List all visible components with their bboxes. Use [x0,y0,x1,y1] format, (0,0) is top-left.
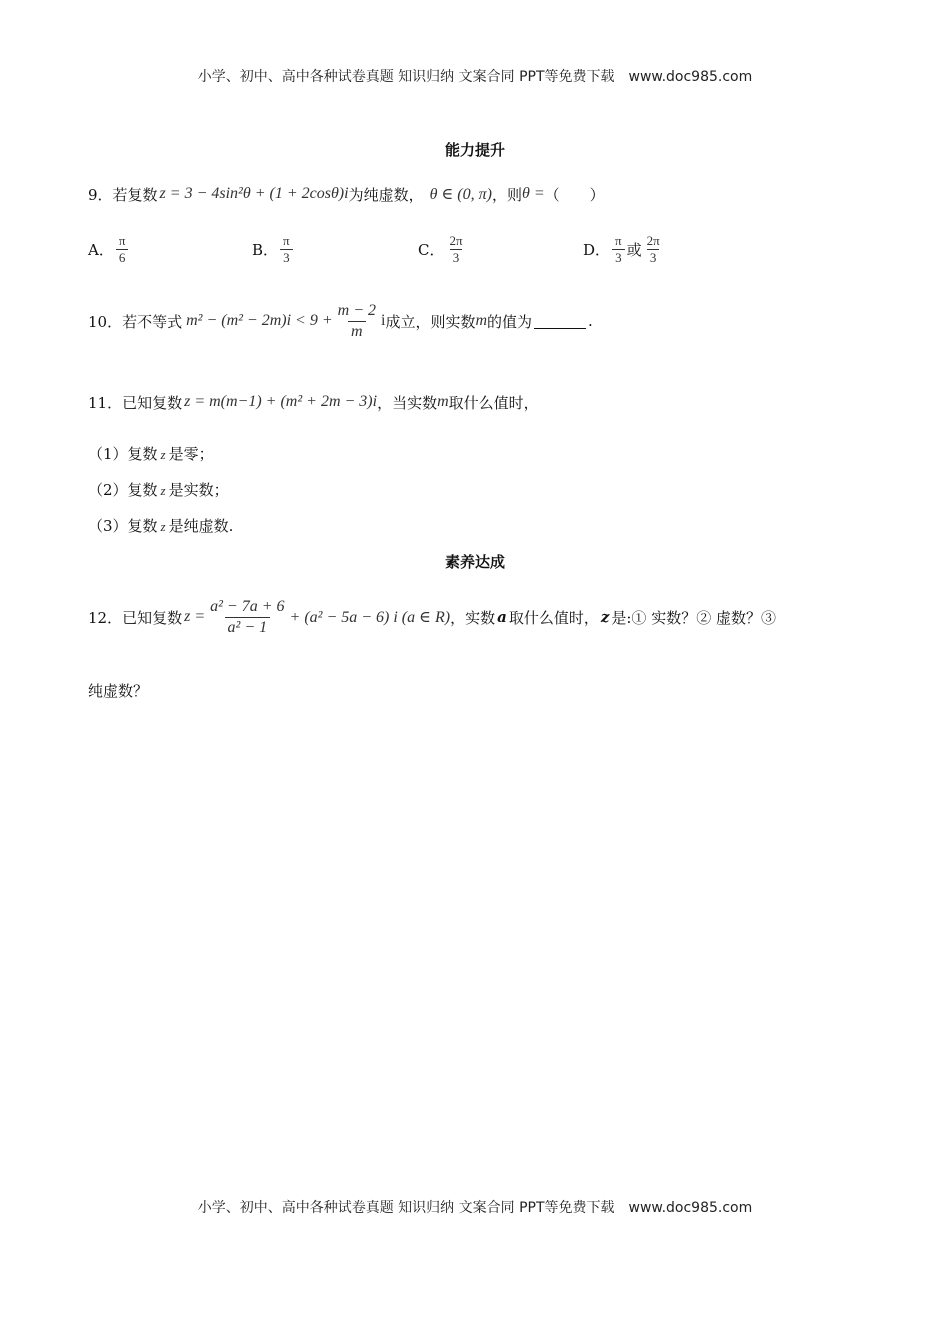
q10-end: . [588,312,593,330]
option-label: B． [252,241,279,260]
q11-var: m [437,393,449,410]
q10-formula-right: i [381,312,386,329]
q9-domain: θ ∈ (0, π) [429,186,492,203]
q9-then: ，则 [491,185,522,204]
question-10 [88,298,593,344]
q11-part-2: （2）复数 z 是实数； [88,481,229,499]
q12-var: a [497,608,507,626]
q10-formula-left: m² − (m² − 2m)i < 9 + [186,312,333,329]
q10-tail: 成立，则实数 [385,312,476,331]
q11-tail2: 取什么值时， [448,393,539,412]
page-header [0,66,950,86]
page-footer [0,1197,950,1217]
option-label: C． [418,241,445,260]
footer-site-link[interactable]: www.doc985.com [628,1200,753,1216]
q9-option-d[interactable] [583,234,665,266]
q11-part-3: （3）复数 z 是纯虚数. [88,517,234,535]
q9-answer-paren: （ ） [544,185,605,204]
header-site-link[interactable]: www.doc985.com [628,69,753,85]
q12-tail: ，实数 [450,608,496,627]
q12-line-2: 纯虚数？ [88,682,149,700]
q10-answer-blank[interactable] [534,314,586,329]
option-fraction-2: $\frac{2\pi}{3}$ [646,233,660,266]
question-12 [88,586,776,648]
q11-part-1: （1）复数 z 是零； [88,445,214,463]
option-fraction: $\frac{2\pi}{3}$ [449,233,463,266]
q12-tail2: 取什么值时， [508,608,599,627]
q10-fraction: $\frac{m - 2}{m}$ [337,301,376,340]
q9-option-a[interactable] [88,234,130,266]
option-label: D． [583,241,611,260]
footer-text: 小学、初中、高中各种试卷真题 知识归纳 文案合同 PPT等免费下载 [197,1200,615,1216]
q11-number: 11．已知复数 [88,393,183,412]
q12-fraction: $\frac{\text{a² − 7a + 6}}{\text{a² − 1}}$ [210,597,285,636]
q9-option-b[interactable] [252,234,295,266]
q11-formula: z = m(m−1) + (m² + 2m − 3)i [184,393,378,410]
q12-tail3: 是:① 实数？② 虚数？③ [611,608,776,627]
q12-formula-right: + (a² − 5a − 6) i (a ∈ R) [289,609,451,626]
option-fraction: $\frac{\pi}{3}$ [280,234,293,266]
q12-z-eq: z = [184,608,206,625]
q12-zvar: z [600,608,610,626]
option-or: 或 [626,241,642,260]
q9-option-c[interactable] [418,234,468,266]
section-title-literacy: 素养达成 [444,553,505,571]
option-fraction: $\frac{\pi}{3}$ [612,234,625,266]
option-label: A． [88,241,114,260]
q10-tail2: 的值为 [487,312,533,331]
q9-number: 9．若复数 [88,185,158,204]
q12-number: 12．已知复数 [88,608,183,627]
q9-formula: z = 3 − 4sin²θ + (1 + 2cosθ)i [159,185,349,202]
question-11 [88,384,539,420]
q10-number: 10．若不等式 [88,312,183,331]
q11-tail: ，当实数 [377,393,438,412]
section-title-ability: 能力提升 [444,141,505,159]
q9-mid: 为纯虚数， [348,185,424,204]
option-fraction: $\frac{\pi}{6}$ [116,234,129,266]
header-text: 小学、初中、高中各种试卷真题 知识归纳 文案合同 PPT等免费下载 [197,69,615,85]
q9-ask: θ = [521,185,545,202]
question-9 [88,172,605,216]
q10-var: m [475,312,488,329]
